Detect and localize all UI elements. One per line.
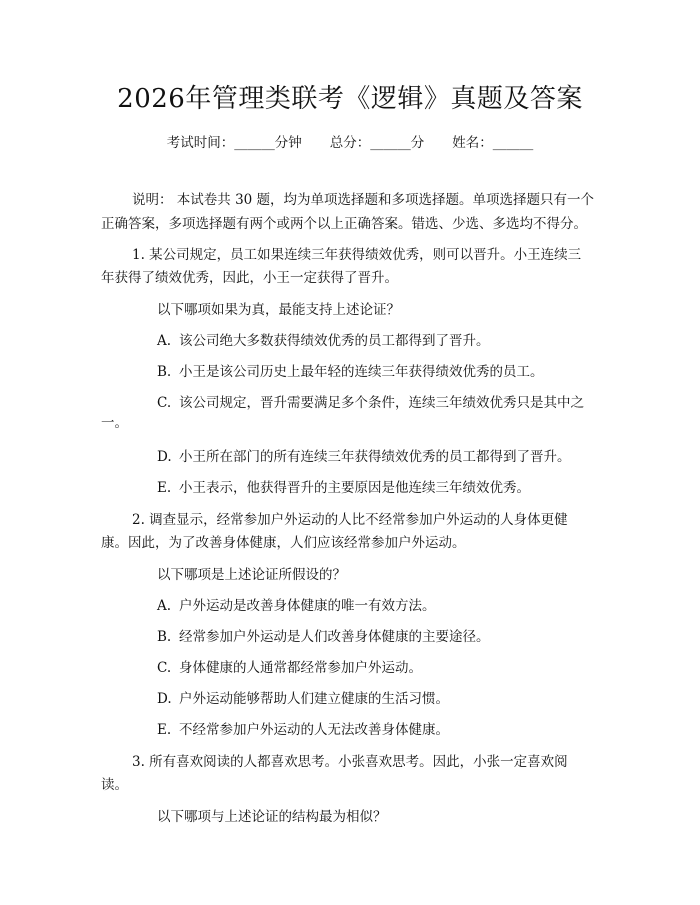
- question-1-option-b: [157, 362, 544, 382]
- option-text: 经常参加户外运动是人们改善身体健康的主要途径。: [179, 629, 490, 645]
- question-2-stem: 2. 调查显示，经常参加户外运动的人比不经常参加户外运动的人身体更健: [132, 512, 568, 528]
- option-letter: B.: [157, 629, 172, 645]
- option-letter: A.: [157, 598, 172, 614]
- exam-time-field: 考试时间：______分钟: [166, 135, 302, 151]
- option-letter: B.: [157, 364, 172, 380]
- total-score-field: 总分：______分: [329, 135, 425, 151]
- name-field: 姓名：______: [452, 135, 534, 151]
- question-1-option-e: [157, 478, 530, 498]
- question-3-stem: 3. 所有喜欢阅读的人都喜欢思考。小张喜欢思考。因此，小张一定喜欢阅: [132, 754, 568, 770]
- instructions-line-2: 正确答案，多项选择题有两个或两个以上正确答案。错选、少选、多选均不得分。: [101, 216, 587, 232]
- option-letter: C.: [157, 660, 172, 676]
- question-1-option-c: [157, 393, 584, 413]
- question-2-option-d: [157, 689, 449, 709]
- question-2-option-a: [157, 596, 436, 616]
- option-text: 不经常参加户外运动的人无法改善身体健康。: [179, 722, 449, 738]
- exam-meta: [0, 133, 700, 153]
- question-1-option-a: [157, 331, 490, 351]
- page-title: 2026年管理类联考《逻辑》真题及答案: [117, 84, 583, 114]
- option-text: 该公司绝大多数获得绩效优秀的员工都得到了晋升。: [179, 333, 490, 349]
- option-text: 户外运动是改善身体健康的唯一有效方法。: [179, 598, 436, 614]
- question-1-prompt: 以下哪项如果为真，最能支持上述论证？: [157, 302, 400, 318]
- question-2-stem-cont: 康。因此，为了改善身体健康，人们应该经常参加户外运动。: [101, 535, 466, 551]
- option-text: 户外运动能够帮助人们建立健康的生活习惯。: [179, 691, 449, 707]
- option-letter: C.: [157, 395, 172, 411]
- question-1-stem-cont: 年获得了绩效优秀，因此，小王一定获得了晋升。: [101, 270, 398, 286]
- option-text: 身体健康的人通常都经常参加户外运动。: [179, 660, 422, 676]
- option-letter: E.: [157, 480, 172, 496]
- option-text: 小王表示，他获得晋升的主要原因是他连续三年绩效优秀。: [179, 480, 530, 496]
- question-1-stem: 1. 某公司规定，员工如果连续三年获得绩效优秀，则可以晋升。小王连续三: [132, 247, 582, 263]
- question-3-prompt: 以下哪项与上述论证的结构最为相似？: [157, 809, 387, 825]
- question-2-option-b: [157, 627, 490, 647]
- option-letter: A.: [157, 333, 172, 349]
- question-2-prompt: 以下哪项是上述论证所假设的？: [157, 567, 346, 583]
- question-1-option-c-cont: 一。: [101, 415, 128, 431]
- instructions-line-1: 说明： 本试卷共 30 题，均为单项选择题和多项选择题。单项选择题只有一个: [132, 192, 595, 208]
- question-3-stem-cont: 读。: [101, 777, 128, 793]
- question-1-option-d: [157, 447, 571, 467]
- option-text: 小王所在部门的所有连续三年获得绩效优秀的员工都得到了晋升。: [179, 449, 571, 465]
- option-letter: D.: [157, 449, 172, 465]
- option-letter: E.: [157, 722, 172, 738]
- option-text: 该公司规定，晋升需要满足多个条件，连续三年绩效优秀只是其中之: [179, 395, 584, 411]
- option-text: 小王是该公司历史上最年轻的连续三年获得绩效优秀的员工。: [179, 364, 544, 380]
- question-2-option-e: [157, 720, 449, 740]
- option-letter: D.: [157, 691, 172, 707]
- question-2-option-c: [157, 658, 422, 678]
